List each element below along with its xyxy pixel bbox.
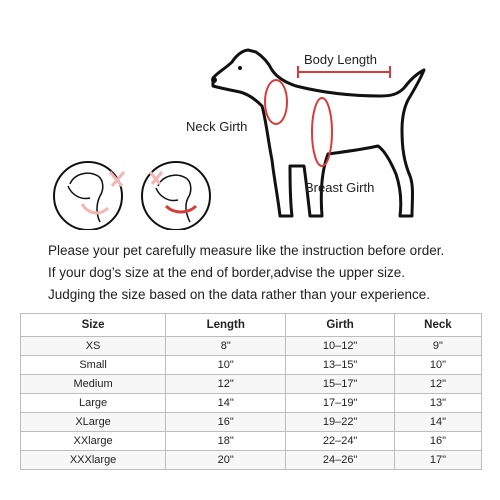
cell-girth: 10–12" bbox=[286, 337, 395, 356]
cell-girth: 24–26" bbox=[286, 451, 395, 470]
header-size: Size bbox=[21, 314, 166, 337]
table-header-row bbox=[21, 314, 482, 337]
cell-length: 16" bbox=[166, 413, 286, 432]
cell-neck: 16" bbox=[394, 432, 481, 451]
cell-neck: 10" bbox=[394, 356, 481, 375]
header-neck: Neck bbox=[394, 314, 481, 337]
neck-measure-icon-1 bbox=[54, 162, 124, 230]
instruction-line: Please your pet carefully measure like the instruction before order. bbox=[48, 243, 445, 258]
size-chart-table bbox=[20, 313, 482, 470]
cell-neck: 14" bbox=[394, 413, 481, 432]
cell-length: 12" bbox=[166, 375, 286, 394]
cell-neck: 13" bbox=[394, 394, 481, 413]
dog-eye bbox=[238, 66, 242, 70]
cell-neck: 17" bbox=[394, 451, 481, 470]
cell-size: XS bbox=[21, 337, 166, 356]
neck-measure-icon-2 bbox=[142, 162, 210, 230]
table-row bbox=[21, 432, 482, 451]
cell-length: 18" bbox=[166, 432, 286, 451]
body-length-label: Body Length bbox=[304, 52, 378, 67]
header-girth: Girth bbox=[286, 314, 395, 337]
neck-girth-label: Neck Girth bbox=[186, 119, 248, 134]
cell-length: 10" bbox=[166, 356, 286, 375]
table-row bbox=[21, 375, 482, 394]
cell-size: XXXlarge bbox=[21, 451, 166, 470]
dog-diagram-svg bbox=[0, 0, 500, 230]
dog-nose bbox=[211, 77, 217, 83]
instruction-line: If your dog’s size at the end of border,advise the upper size. bbox=[48, 265, 405, 280]
table-row bbox=[21, 413, 482, 432]
measurement-diagram bbox=[0, 0, 500, 230]
breast-girth-loop bbox=[312, 98, 332, 166]
cell-size: Medium bbox=[21, 375, 166, 394]
cell-length: 8" bbox=[166, 337, 286, 356]
cell-girth: 19–22" bbox=[286, 413, 395, 432]
instructions bbox=[48, 240, 498, 306]
cell-girth: 15–17" bbox=[286, 375, 395, 394]
neck-girth-loop bbox=[265, 80, 287, 124]
cell-size: Small bbox=[21, 356, 166, 375]
cell-girth: 13–15" bbox=[286, 356, 395, 375]
cell-length: 14" bbox=[166, 394, 286, 413]
instruction-line: Judging the size based on the data rather than your experience. bbox=[48, 287, 431, 302]
header-length: Length bbox=[166, 314, 286, 337]
cell-neck: 12" bbox=[394, 375, 481, 394]
table-row bbox=[21, 356, 482, 375]
cell-length: 20" bbox=[166, 451, 286, 470]
cell-size: Large bbox=[21, 394, 166, 413]
cell-girth: 22–24" bbox=[286, 432, 395, 451]
table-row bbox=[21, 337, 482, 356]
table-row bbox=[21, 451, 482, 470]
cell-size: XXlarge bbox=[21, 432, 166, 451]
breast-girth-label: Breast Girth bbox=[305, 180, 375, 195]
cell-neck: 9" bbox=[394, 337, 481, 356]
cell-girth: 17–19" bbox=[286, 394, 395, 413]
cell-size: XLarge bbox=[21, 413, 166, 432]
table-row bbox=[21, 394, 482, 413]
